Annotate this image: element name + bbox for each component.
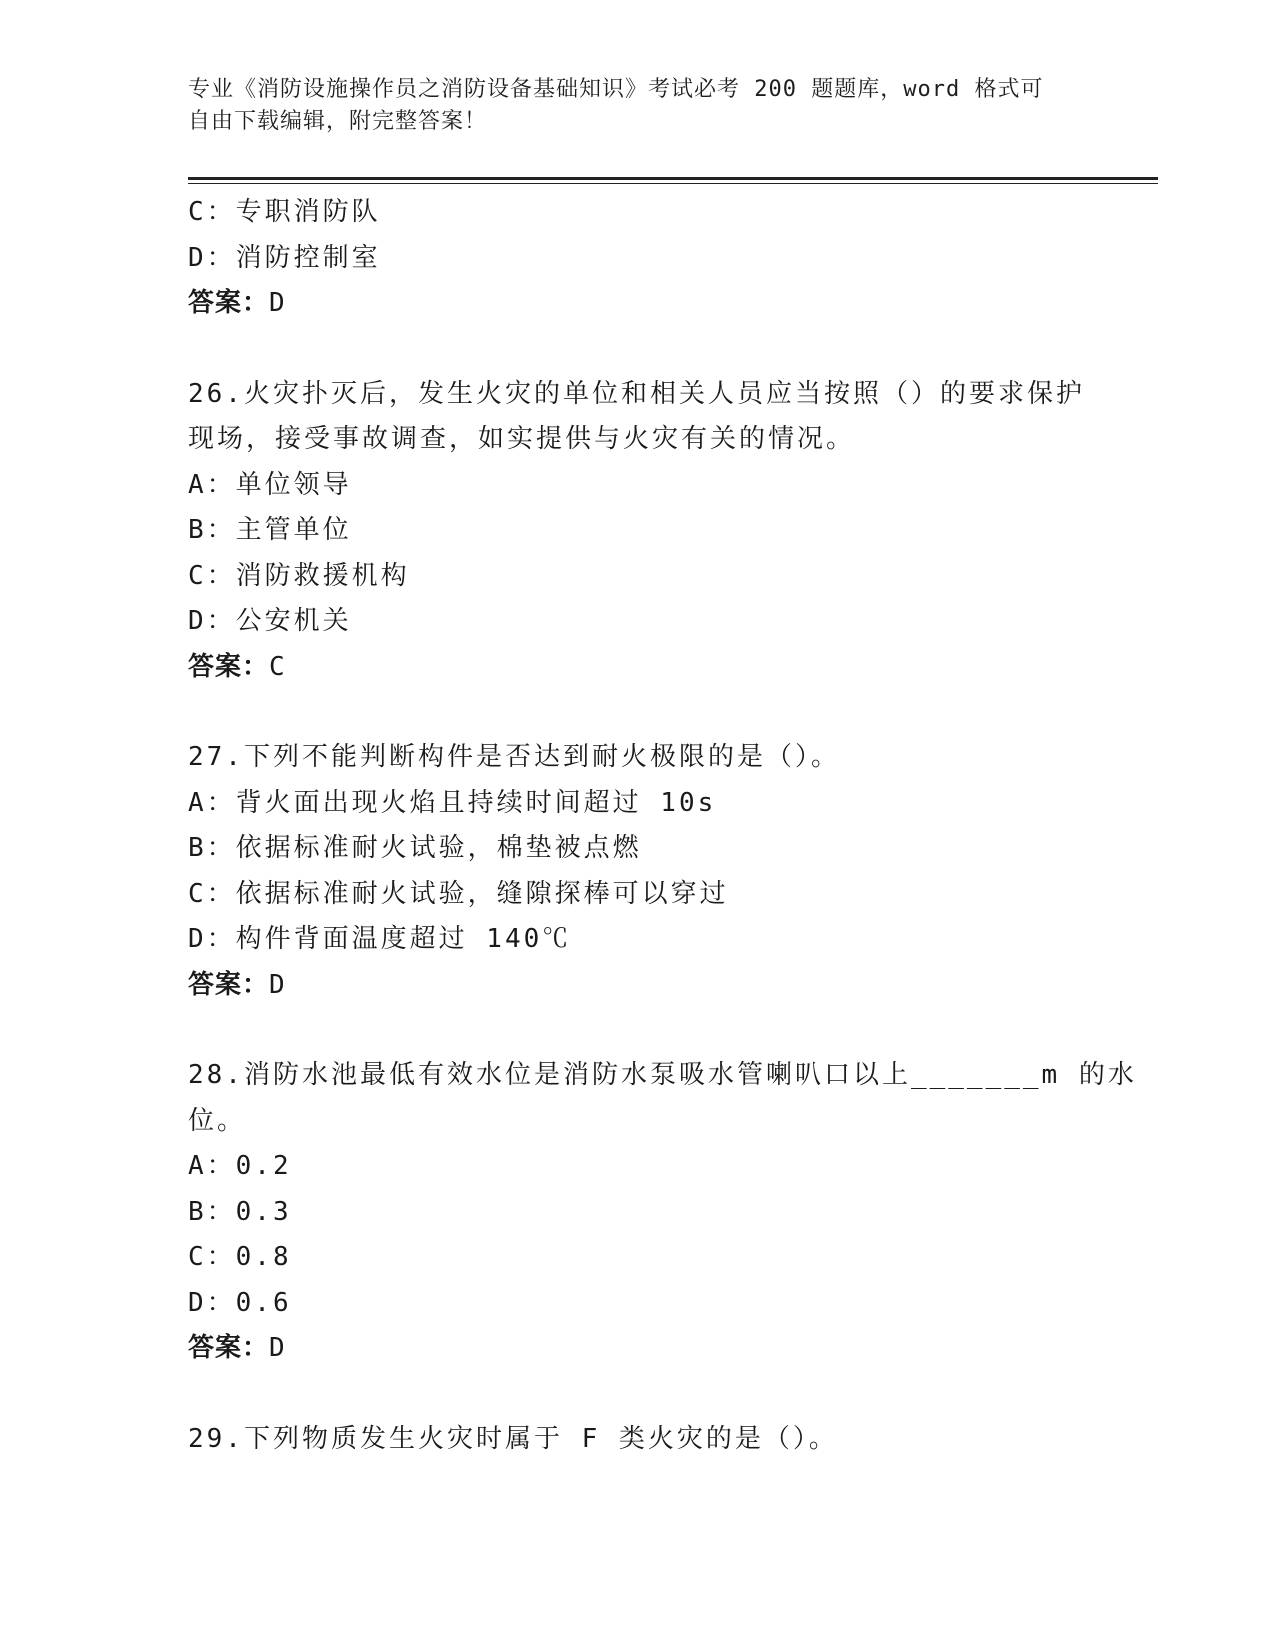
question-block	[188, 735, 1088, 1008]
option-item: C：依据标准耐火试验，缝隙探棒可以穿过	[188, 878, 729, 909]
question-list	[188, 190, 1137, 1462]
header-rule-thin	[188, 183, 1158, 184]
block-spacer	[188, 1008, 1088, 1053]
answer-line	[188, 281, 1088, 327]
option-item: D：构件背面温度超过 140℃	[188, 924, 572, 954]
answer-label: 答案：	[188, 651, 270, 682]
block-spacer	[188, 327, 1088, 372]
answer-label: 答案：	[188, 288, 270, 318]
question-text: 28.消防水池最低有效水位是消防水泵吸水管喇叭口以上_______m 的水	[188, 1060, 1137, 1090]
question-text: 现场，接受事故调查，如实提供与火灾有关的情况。	[188, 424, 856, 454]
answer-value: D	[269, 288, 288, 318]
question-block	[188, 1053, 1137, 1372]
question-block	[188, 372, 1088, 691]
answer-value: D	[269, 1333, 288, 1363]
question-block	[188, 190, 1088, 327]
block-spacer	[188, 690, 1088, 735]
answer-value: D	[269, 969, 288, 1000]
answer-line	[188, 963, 1088, 1009]
option-item: B：依据标准耐火试验，棉垫被点燃	[188, 833, 642, 863]
answer-label: 答案：	[188, 969, 270, 1000]
option-item: B：主管单位	[188, 515, 352, 545]
question-text: 位。	[188, 1105, 247, 1136]
option-item: A：单位领导	[188, 469, 352, 500]
answer-label: 答案：	[188, 1333, 270, 1363]
question-text: 26.火灾扑灭后，发生火灾的单位和相关人员应当按照（）的要求保护	[188, 378, 1085, 409]
option-item: A：0.2	[188, 1151, 292, 1181]
header-line-2: 自由下载编辑，附完整答案！	[188, 109, 488, 134]
option-item: D：消防控制室	[188, 242, 381, 273]
option-item: C：专职消防队	[188, 197, 381, 227]
header-rule-thick	[188, 177, 1158, 180]
answer-line	[188, 1326, 1088, 1372]
block-spacer	[188, 1372, 1088, 1417]
header-line-1: 专业《消防设施操作员之消防设备基础知识》考试必考 200 题题库，word 格式可	[188, 77, 1044, 102]
question-block	[188, 1417, 1088, 1463]
answer-value: C	[269, 651, 288, 682]
option-item: A：背火面出现火焰且持续时间超过 10s	[188, 787, 717, 818]
option-item: D：0.6	[188, 1287, 292, 1318]
question-text: 27.下列不能判断构件是否达到耐火极限的是（）。	[188, 742, 840, 772]
option-item: D：公安机关	[188, 606, 352, 636]
question-text: 29.下列物质发生火灾时属于 F 类火灾的是（）。	[188, 1423, 838, 1454]
page-header	[188, 74, 1088, 138]
option-item: B：0.3	[188, 1196, 292, 1227]
answer-line	[188, 645, 1088, 691]
option-item: C：消防救援机构	[188, 560, 410, 591]
option-item: C：0.8	[188, 1242, 292, 1272]
